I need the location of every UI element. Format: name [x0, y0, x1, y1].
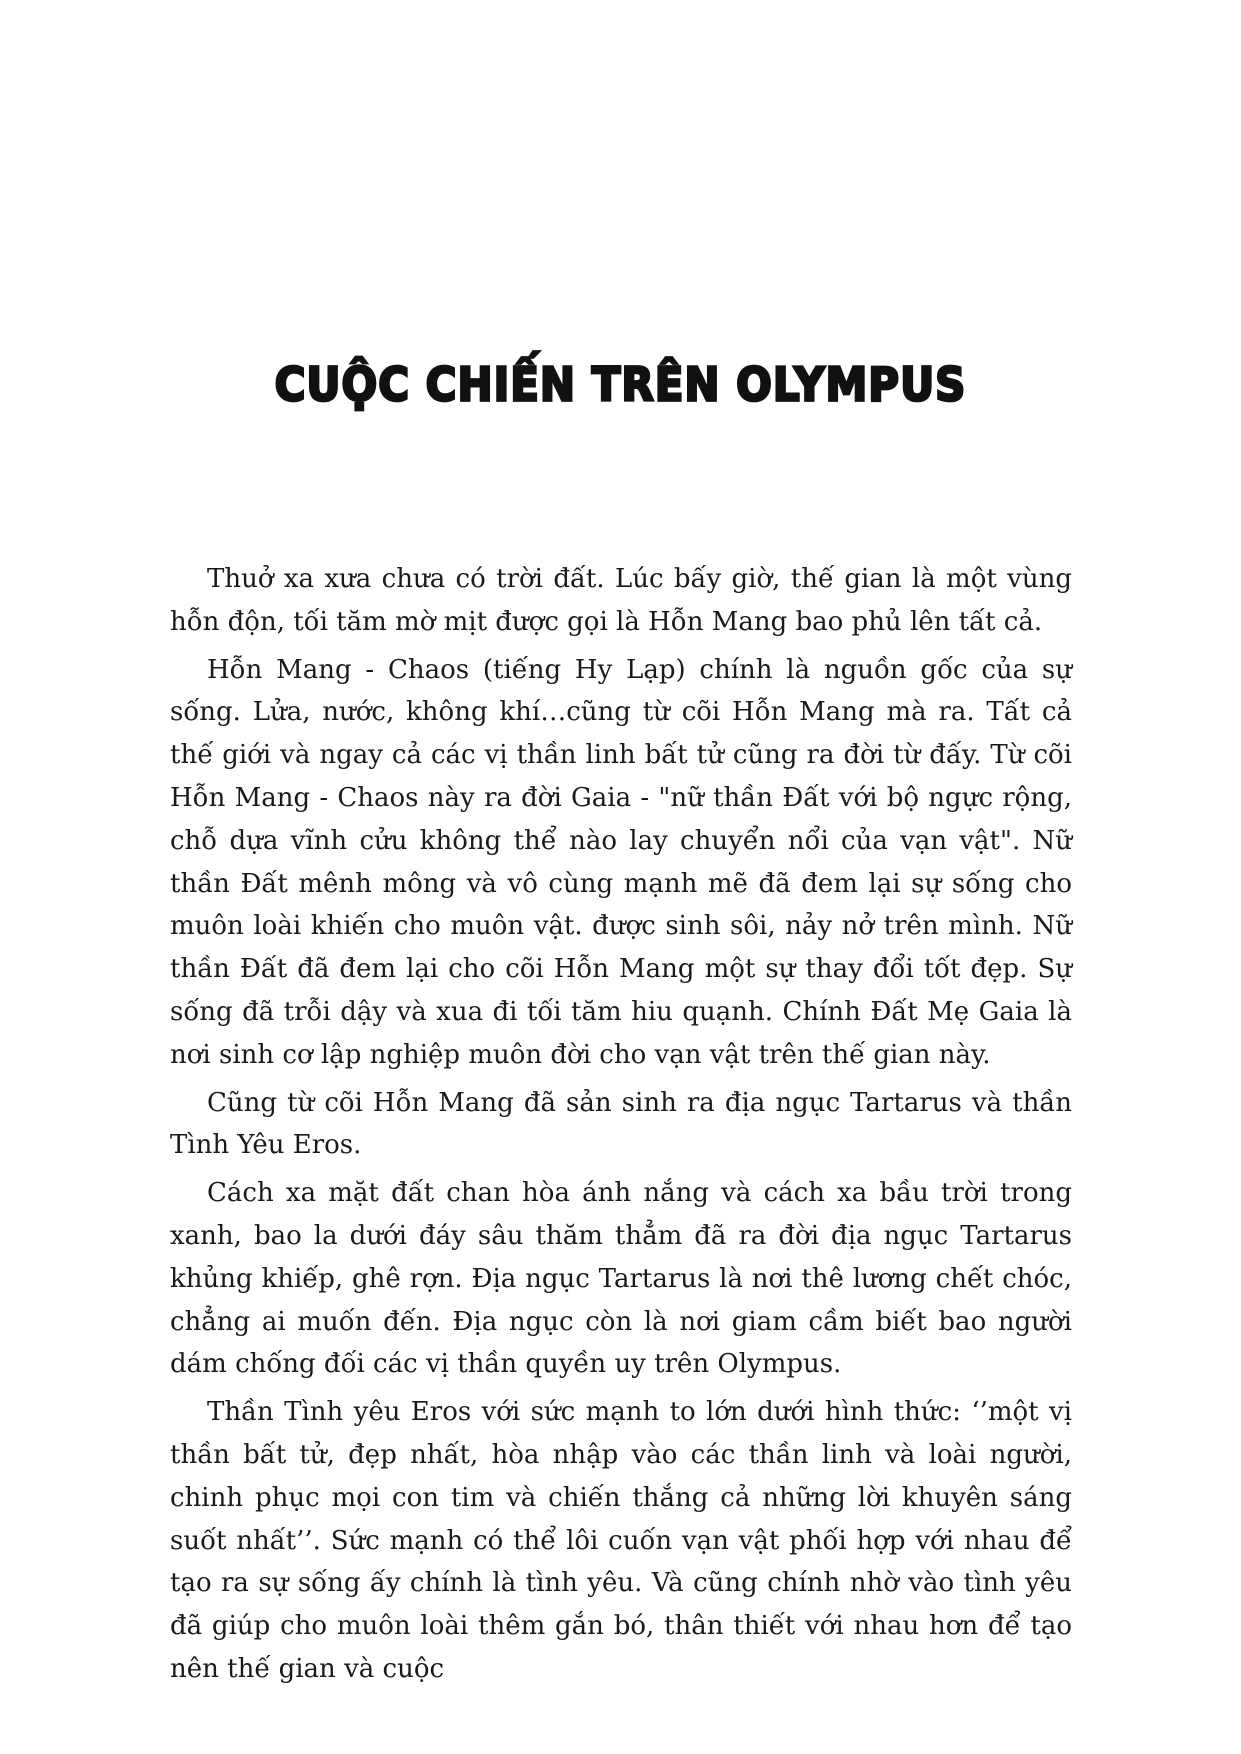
paragraph-1: Thuở xa xưa chưa có trời đất. Lúc bấy giờ, thế gian là một vùng hỗn độn, tối tăm mờ mịt được gọi là Hỗn Mang bao phủ lên tất cả.	[170, 564, 1072, 637]
paragraph-4: Cách xa mặt đất chan hòa ánh nắng và cách xa bầu trời trong xanh, bao la dưới đáy sâu thăm thẳm đã ra đời địa ngục Tartarus khủng khiếp, ghê rợn. Địa ngục Tartarus là nơi thê lương chết chóc, chẳng ai muốn đến. Địa ngục còn là nơi giam cầm biết bao người dám chống đối các vị thần quyền uy trên Olympus.	[170, 1178, 1072, 1380]
paragraph-3: Cũng từ cõi Hỗn Mang đã sản sinh ra địa ngục Tartarus và thần Tình Yêu Eros.	[170, 1087, 1072, 1161]
paragraph-2: Hỗn Mang - Chaos (tiếng Hy Lạp) chính là nguồn gốc của sự sống. Lửa, nước, không khí…cũng từ cõi Hỗn Mang mà ra. Tất cả thế giới và ngay cả các vị thần linh bất tử cũng ra đời từ đấy. Từ cõi Hỗn Mang - Chaos này ra đời Gaia - "nữ thần Đất với bộ ngực rộng, chỗ dựa vĩnh cửu không thể nào lay chuyển nổi của vạn vật". Nữ thần Đất mênh mông và vô cùng mạnh mẽ đã đem lại sự sống cho muôn loài khiến cho muôn vật. được sinh sôi, nảy nở trên mình. Nữ thần Đất đã đem lại cho cõi Hỗn Mang một sự thay đổi tốt đẹp. Sự sống đã trỗi dậy và xua đi tối tăm hiu quạnh. Chính Đất Mẹ Gaia là nơi sinh cơ lập nghiệp muôn đời cho vạn vật trên thế gian này.	[170, 654, 1072, 1070]
chapter-title: CUỘC CHIẾN TRÊN OLYMPUS	[274, 357, 967, 412]
paragraph-5: Thần Tình yêu Eros với sức mạnh to lớn dưới hình thức: ‘’một vị thần bất tử, đẹp nhất, hòa nhập vào các thần linh và loài người, chinh phục mọi con tim và chiến thắng cả những lời khuyên sáng suốt nhất’’. Sức mạnh có thể lôi cuốn vạn vật phối hợp với nhau để tạo ra sự sống ấy chính là tình yêu. Và cũng chính nhờ vào tình yêu đã giúp cho muôn loài thêm gắn bó, thân thiết với nhau hơn để tạo nên thế gian và cuộc	[170, 1397, 1072, 1684]
body-text	[170, 558, 1072, 1691]
